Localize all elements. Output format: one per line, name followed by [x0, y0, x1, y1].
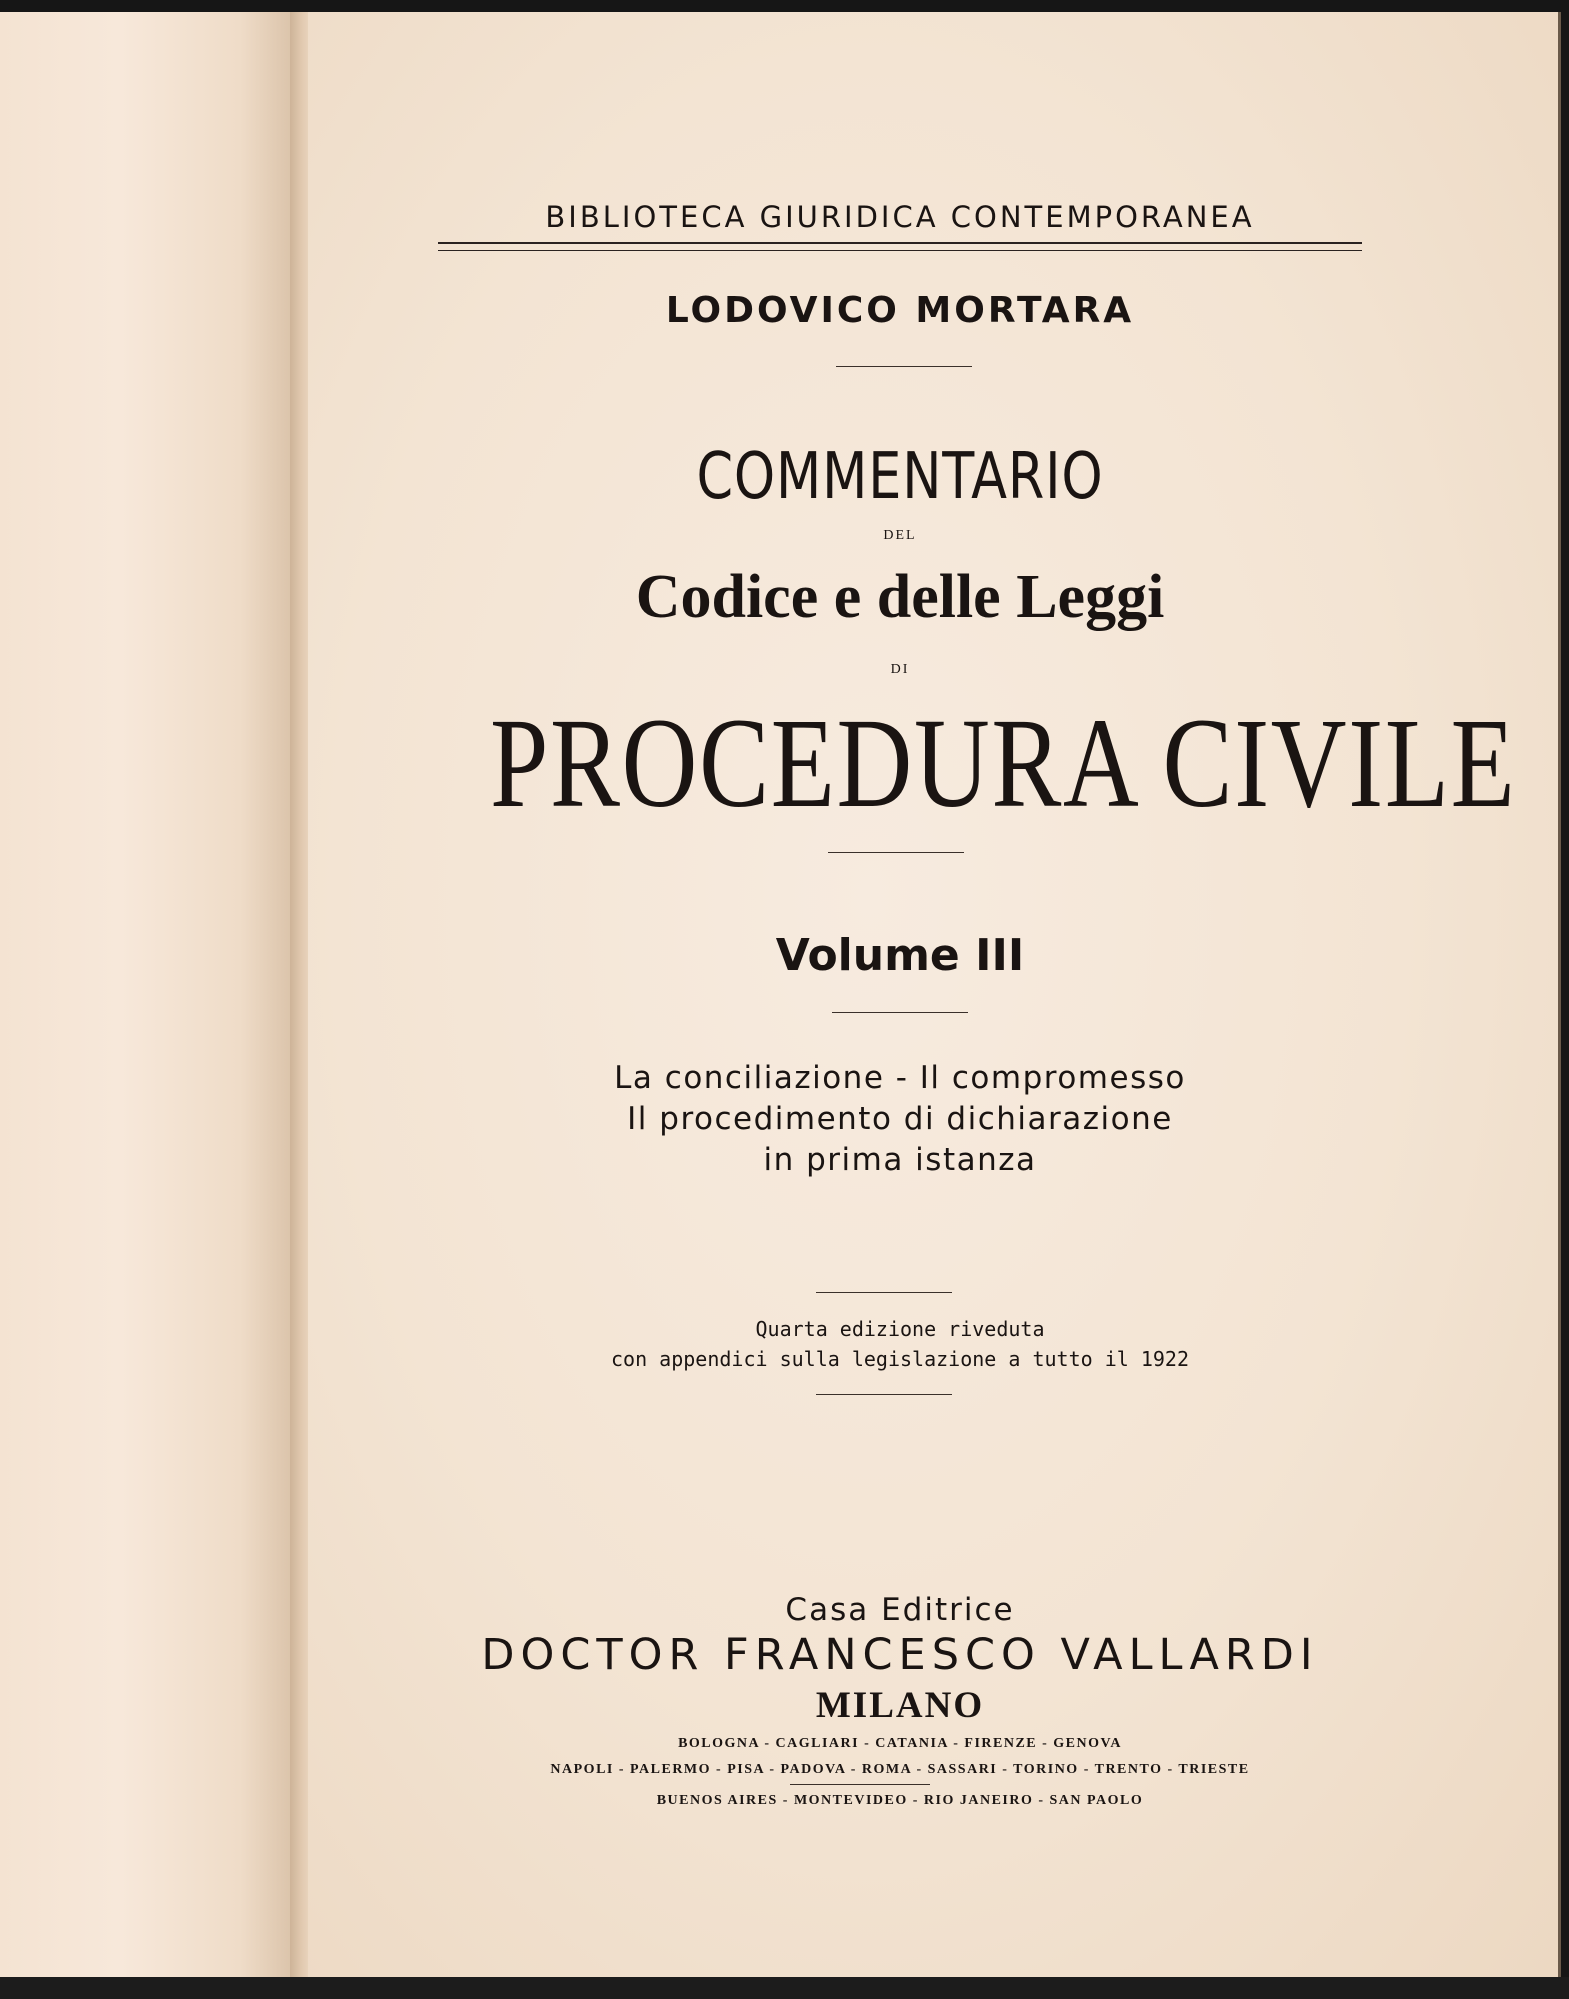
series-double-rule [438, 242, 1362, 251]
title-line-2: Codice e delle Leggi [635, 563, 1165, 631]
branch-cities-line: BOLOGNA - CAGLIARI - CATANIA - FIRENZE - GENOVA [678, 1736, 1122, 1751]
edition-note [400, 1314, 1400, 1374]
title-connector-del: DEL [883, 528, 917, 543]
publisher-name: DOCTOR FRANCESCO VALLARDI [481, 1630, 1319, 1680]
divider-rule [816, 1292, 952, 1293]
title-connector-di: DI [890, 662, 910, 677]
scan-background [0, 1977, 1569, 1999]
divider-rule [828, 852, 964, 853]
branch-cities-line: BUENOS AIRES - MONTEVIDEO - RIO JANEIRO - SAN PAOLO [656, 1793, 1144, 1808]
contents-line: in prima istanza [763, 1142, 1037, 1178]
publisher-city: MILANO [815, 1685, 985, 1726]
title-line-1: COMMENTARIO [696, 440, 1104, 514]
contents-line: Il procedimento di dichiarazione [627, 1101, 1173, 1137]
volume-number: Volume III [775, 930, 1025, 981]
divider-rule [832, 1012, 968, 1013]
series-title: BIBLIOTECA GIURIDICA CONTEMPORANEA [545, 200, 1255, 234]
author-name: LODOVICO MORTARA [665, 290, 1135, 331]
divider-rule [790, 1784, 930, 1785]
divider-rule [816, 1394, 952, 1395]
volume-contents [400, 1058, 1400, 1181]
contents-line: La conciliazione - Il compromesso [614, 1060, 1186, 1096]
left-page-edge [0, 12, 300, 1977]
edition-line: con appendici sulla legislazione a tutto il 1922 [611, 1347, 1189, 1371]
publisher-label: Casa Editrice [785, 1592, 1015, 1628]
title-line-3: PROCEDURA CIVILE [490, 692, 1517, 834]
divider-rule [836, 366, 972, 367]
edition-line: Quarta edizione riveduta [755, 1317, 1045, 1341]
branch-cities-line: NAPOLI - PALERMO - PISA - PADOVA - ROMA - SASSARI - TORINO - TRENTO - TRIESTE [550, 1762, 1250, 1777]
